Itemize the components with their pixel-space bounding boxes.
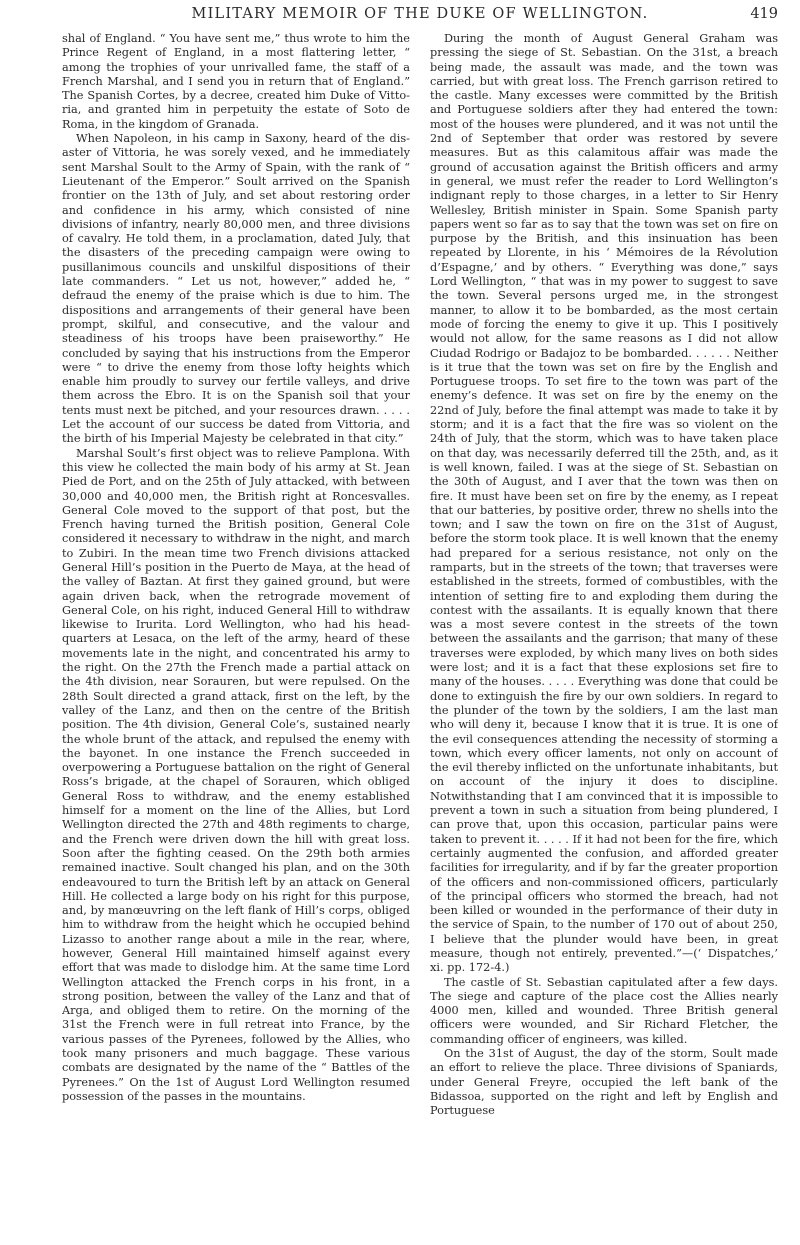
paragraph: The castle of St. Sebastian capitulated after a few days. The siege and capture of the place cost the Allies nearly 4000 men, killed and wounded. Three British general officers were wounded, and Sir Richard Fletcher, the commanding officer of engineers, was killed.: [430, 975, 778, 1046]
text-columns: [62, 32, 778, 1232]
right-column: [430, 32, 778, 1232]
paragraph: shal of England. “ You have sent me,” thus wrote to him the Prince Regent of England, in a most flattering letter, “ among the trophies of your unrivalled fame, the staff of a French Marshal, and I send you in return that of England.” The Spanish Cortes, by a decree, created him Duke of Vittoria, and granted him in perpetuity the estate of Soto de Roma, in the kingdom of Granada.: [62, 32, 410, 131]
running-head: MILITARY MEMOIR OF THE DUKE OF WELLINGTON.: [191, 6, 649, 22]
page-header: [62, 6, 778, 32]
left-column: [62, 32, 410, 1232]
paragraph: When Napoleon, in his camp in Saxony, heard of the disaster of Vittoria, he was sorely vexed, and he immediately sent Marshal Soult to the Army of Spain, with the rank of “ Lieutenant of the Emperor.” Soult arrived on the Spanish frontier on the 13th of July, and set about restoring order and confidence in his army, which consisted of nine divisions of infantry, nearly 80,000 men, and three divisions of cavalry. He told them, in a proclamation, dated July, that the disasters of the preceding campaign were owing to pusillanimous councils and unskilful dispositions of their late commanders. “ Let us not, however,” added he, “ defraud the enemy of the praise which is due to him. The dispositions and arrangements of their general have been prompt, skilful, and consecutive, and the valour and steadiness of his troops have been praiseworthy.” He concluded by saying that his instructions from the Emperor were “ to drive the enemy from those lofty heights which enable him proudly to survey our fertile valleys, and drive them across the Ebro. It is on the Spanish soil that your tents must next be pitched, and your resources drawn. . . . . Let the account of our success be dated from Vittoria, and the birth of his Imperial Majesty be celebrated in that city.”: [62, 132, 410, 446]
paragraph: Marshal Soult’s first object was to relieve Pamplona. With this view he collected the main body of his army at St. Jean Pied de Port, and on the 25th of July attacked, with between 30,000 and 40,000 men, the British right at Roncesvalles. General Cole moved to the support of that post, but the French having turned the British position, General Cole considered it necessary to withdraw in the night, and march to Zubiri. In the mean time two French divisions attacked General Hill’s position in the Puerto de Maya, at the head of the valley of Baztan. At first they gained ground, but were again driven back, when the retrograde movement of General Cole, on his right, induced General Hill to withdraw likewise to Irurita. Lord Wellington, who had his head-quarters at Lesaca, on the left of the army, heard of these movements late in the night, and concentrated his army to the right. On the 27th the French made a partial attack on the 4th division, near Sorauren, but were repulsed. On the 28th Soult directed a grand attack, first on the left, by the valley of the Lanz, and then on the centre of the British position. The 4th division, General Cole’s, sustained nearly the whole brunt of the attack, and repulsed the enemy with the bayonet. In one instance the French succeeded in overpowering a Portuguese battalion on the right of General Ross’s brigade, at the chapel of Sorauren, which obliged General Ross to withdraw, and the enemy established himself for a moment on the line of the Allies, but Lord Wellington directed the 27th and 48th regiments to charge, and the French were driven down the hill with great loss. Soon after the fighting ceased. On the 29th both armies remained inactive. Soult changed his plan, and on the 30th endeavoured to turn the British left by an attack on General Hill. He collected a large body on his right for this purpose, and, by manœuvring on the left flank of Hill’s corps, obliged him to withdraw from the height which he occupied behind Lizasso to another range about a mile in the rear, where, however, General Hill maintained himself against every effort that was made to dislodge him. At the same time Lord Wellington attacked the French corps in his front, in a strong position, between the valley of the Lanz and that of Arga, and obliged them to retire. On the morning of the 31st the French were in full retreat into France, by the various passes of the Pyrenees, followed by the Allies, who took many prisoners and much baggage. These various combats are designated by the name of the “ Battles of the Pyrenees.” On the 1st of August Lord Wellington resumed possession of the passes in the mountains.: [62, 446, 410, 1103]
paragraph: During the month of August General Graham was pressing the siege of St. Sebastian. On the 31st, a breach being made, the assault was made, and the town was carried, but with great loss. The French garrison retired to the castle. Many excesses were committed by the British and Portuguese soldiers after they had entered the town: most of the houses were plundered, and it was not until the 2nd of September that order was restored by severe measures. But as this calamitous affair was made the ground of accusation against the British officers and army in general, we must refer the reader to Lord Wellington’s indignant reply to those charges, in a letter to Sir Henry Wellesley, British minister in Spain. Some Spanish party papers went so far as to say that the town was set on fire on purpose by the British, and this insinuation has been repeated by Llorente, in his ‘ Mémoires de la Révolution d’Espagne,’ and by others. “ Everything was done,” says Lord Wellington, “ that was in my power to suggest to save the town. Several persons urged me, in the strongest manner, to allow it to be bombarded, as the most certain mode of forcing the enemy to give it up. This I positively would not allow, for the same reasons as I did not allow Ciudad Rodrigo or Badajoz to be bombarded. . . . . . Neither is it true that the town was set on fire by the English and Portuguese troops. To set fire to the town was part of the enemy’s defence. It was set on fire by the enemy on the 22nd of July, before the final attempt was made to take it by storm; and it is a fact that the fire was so violent on the 24th of July, that the storm, which was to have taken place on that day, was necessarily deferred till the 25th, and, as it is well known, failed. I was at the siege of St. Sebastian on the 30th of August, and I aver that the town was then on fire. It must have been set on fire by the enemy, as I repeat that our batteries, by positive order, threw no shells into the town; and I saw the town on fire on the 31st of August, before the storm took place. It is well known that the enemy had prepared for a serious resistance, not only on the ramparts, but in the streets of the town; that traverses were established in the streets, formed of combustibles, with the intention of setting fire to and exploding them during the contest with the assailants. It is equally known that there was a most severe contest in the streets of the town between the assailants and the garrison; that many of these traverses were exploded, by which many lives on both sides were lost; and it is a fact that these explosions set fire to many of the houses. . . . . Everything was done that could be done to extinguish the fire by our own soldiers. In regard to the plunder of the town by the soldiers, I am the last man who will deny it, because I know that it is true. It is one of the evil consequences attending the necessity of storming a town, which every officer laments, not only on account of the evil thereby inflicted on the unfortunate inhabitants, but on account of the injury it does to discipline. Notwithstanding that I am convinced that it is impossible to prevent a town in such a situation from being plundered, I can prove that, upon this occasion, particular pains were taken to prevent it. . . . . If it had not been for the fire, which certainly augmented the confusion, and afforded greater facilities for irregularity, and if by far the greater proportion of the officers and non-commissioned officers, particularly of the principal officers who stormed the breach, had not been killed or wounded in the performance of their duty in the service of Spain, to the number of 170 out of about 250, I believe that the plunder would have been, in great measure, though not entirely, prevented.”—(‘ Dispatches,’ xi. pp. 172-4.): [430, 32, 778, 975]
paragraph: On the 31st of August, the day of the storm, Soult made an effort to relieve the place. Three divisions of Spaniards, under General Freyre, occupied the left bank of the Bidassoa, supported on the right and left by English and Portuguese: [430, 1047, 778, 1118]
page-number: 419: [750, 6, 778, 22]
